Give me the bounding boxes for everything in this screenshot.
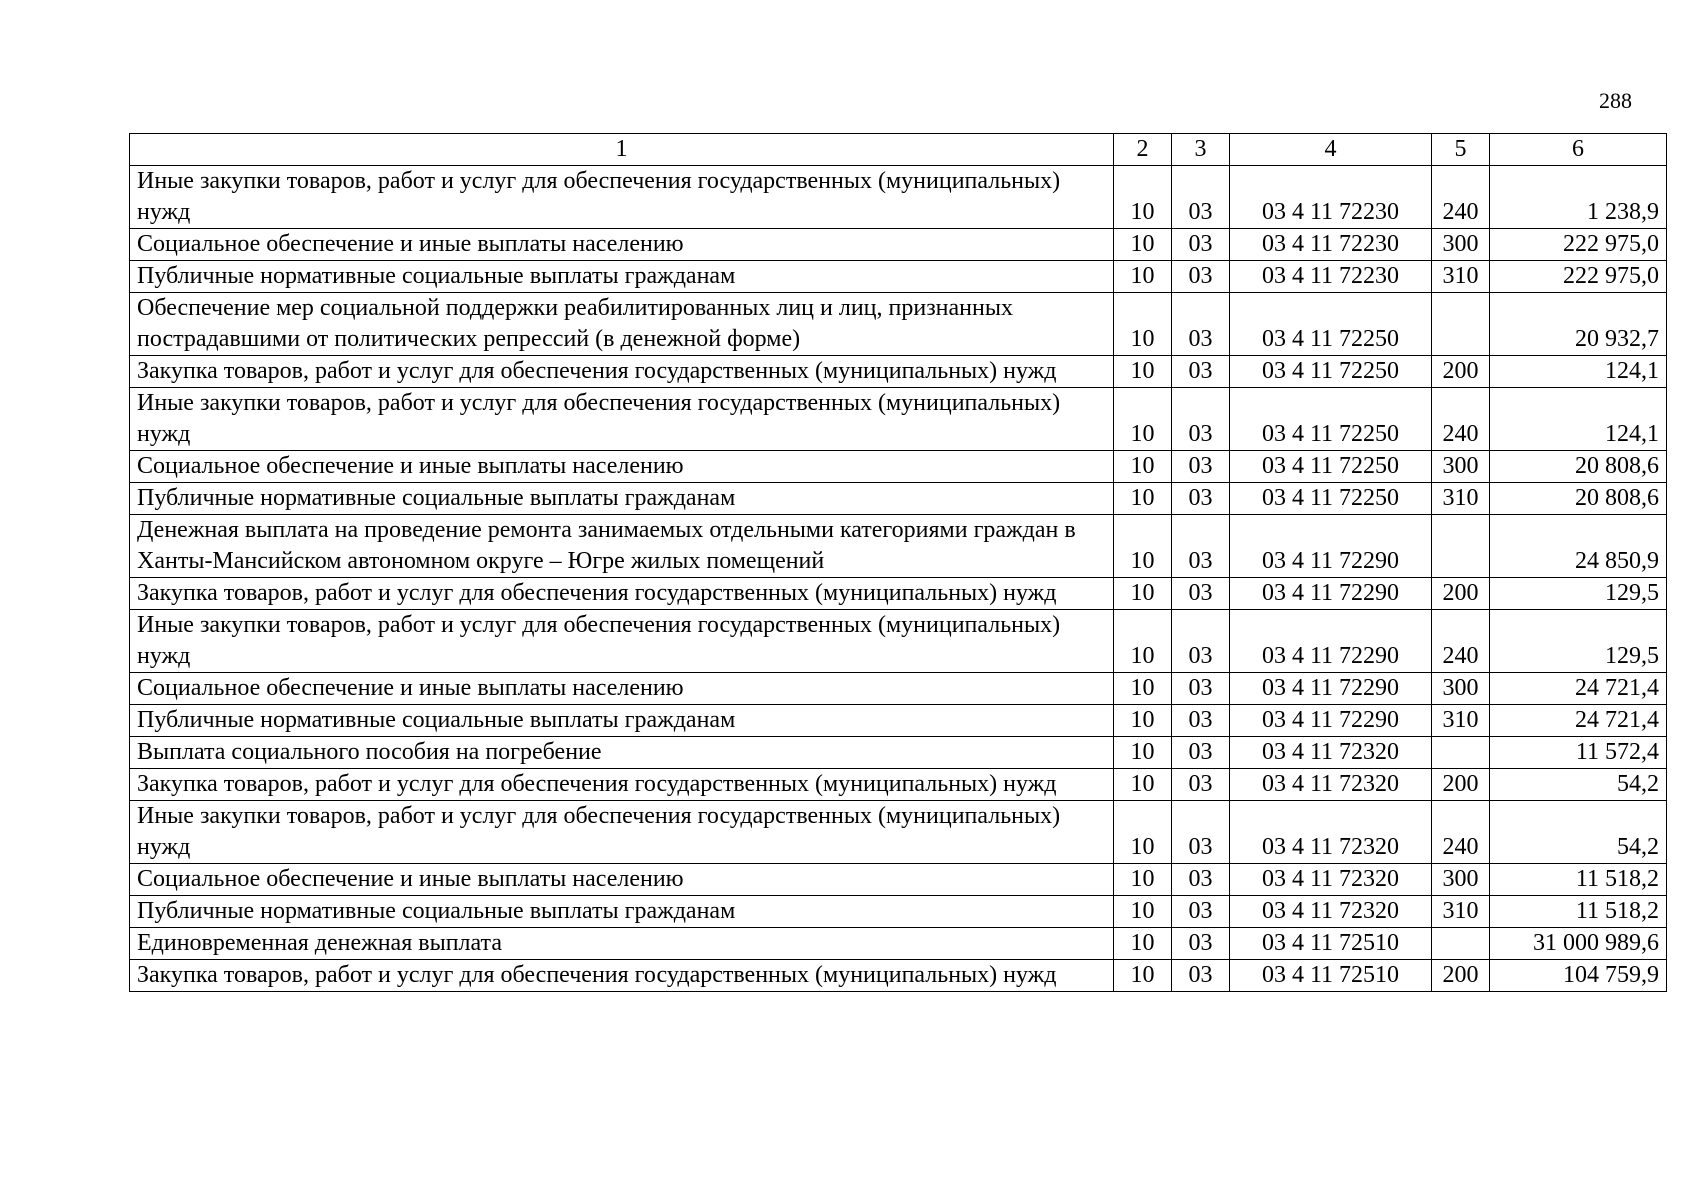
cell-expense-type: 310 [1432, 483, 1490, 515]
cell-sum: 129,5 [1490, 610, 1667, 673]
cell-subsection: 03 [1172, 896, 1230, 928]
cell-expense-type: 300 [1432, 864, 1490, 896]
header-col-3: 3 [1172, 134, 1230, 166]
cell-section: 10 [1114, 960, 1172, 992]
cell-name: Публичные нормативные социальные выплаты гражданам [130, 261, 1114, 293]
table-row [130, 356, 1667, 388]
header-col-5: 5 [1432, 134, 1490, 166]
cell-expense-type: 300 [1432, 673, 1490, 705]
cell-target-article: 03 4 11 72250 [1230, 293, 1432, 356]
cell-target-article: 03 4 11 72290 [1230, 705, 1432, 737]
cell-sum: 20 808,6 [1490, 483, 1667, 515]
cell-section: 10 [1114, 483, 1172, 515]
cell-target-article: 03 4 11 72290 [1230, 578, 1432, 610]
cell-section: 10 [1114, 928, 1172, 960]
cell-name: Закупка товаров, работ и услуг для обеспечения государственных (муниципальных) нужд [130, 960, 1114, 992]
cell-target-article: 03 4 11 72230 [1230, 229, 1432, 261]
cell-target-article: 03 4 11 72320 [1230, 769, 1432, 801]
cell-sum: 54,2 [1490, 769, 1667, 801]
cell-expense-type: 310 [1432, 705, 1490, 737]
cell-target-article: 03 4 11 72290 [1230, 610, 1432, 673]
page-number: 288 [1599, 88, 1632, 113]
table-body [130, 166, 1667, 992]
cell-target-article: 03 4 11 72320 [1230, 737, 1432, 769]
header-col-4: 4 [1230, 134, 1432, 166]
cell-name: Закупка товаров, работ и услуг для обеспечения государственных (муниципальных) нужд [130, 578, 1114, 610]
cell-sum: 54,2 [1490, 801, 1667, 864]
cell-name: Иные закупки товаров, работ и услуг для обеспечения государственных (муниципальных) нужд [130, 166, 1114, 229]
cell-name: Социальное обеспечение и иные выплаты населению [130, 451, 1114, 483]
header-col-6: 6 [1490, 134, 1667, 166]
cell-expense-type: 200 [1432, 960, 1490, 992]
cell-subsection: 03 [1172, 578, 1230, 610]
table-row [130, 610, 1667, 673]
table-row [130, 515, 1667, 578]
cell-section: 10 [1114, 801, 1172, 864]
cell-name: Выплата социального пособия на погребение [130, 737, 1114, 769]
cell-expense-type: 240 [1432, 610, 1490, 673]
cell-sum: 24 850,9 [1490, 515, 1667, 578]
cell-name: Социальное обеспечение и иные выплаты населению [130, 864, 1114, 896]
cell-subsection: 03 [1172, 483, 1230, 515]
cell-target-article: 03 4 11 72290 [1230, 515, 1432, 578]
table-row [130, 705, 1667, 737]
cell-name: Закупка товаров, работ и услуг для обеспечения государственных (муниципальных) нужд [130, 356, 1114, 388]
cell-expense-type [1432, 737, 1490, 769]
table-row [130, 261, 1667, 293]
cell-target-article: 03 4 11 72230 [1230, 166, 1432, 229]
cell-section: 10 [1114, 864, 1172, 896]
cell-target-article: 03 4 11 72320 [1230, 801, 1432, 864]
table-row [130, 293, 1667, 356]
cell-name: Публичные нормативные социальные выплаты гражданам [130, 896, 1114, 928]
cell-name: Иные закупки товаров, работ и услуг для обеспечения государственных (муниципальных) нужд [130, 610, 1114, 673]
cell-target-article: 03 4 11 72250 [1230, 451, 1432, 483]
cell-target-article: 03 4 11 72250 [1230, 483, 1432, 515]
cell-section: 10 [1114, 451, 1172, 483]
table-row [130, 737, 1667, 769]
cell-subsection: 03 [1172, 166, 1230, 229]
cell-section: 10 [1114, 356, 1172, 388]
cell-subsection: 03 [1172, 451, 1230, 483]
cell-sum: 124,1 [1490, 388, 1667, 451]
cell-subsection: 03 [1172, 705, 1230, 737]
cell-subsection: 03 [1172, 673, 1230, 705]
cell-name: Социальное обеспечение и иные выплаты населению [130, 673, 1114, 705]
cell-sum: 11 518,2 [1490, 864, 1667, 896]
cell-subsection: 03 [1172, 261, 1230, 293]
cell-section: 10 [1114, 261, 1172, 293]
cell-section: 10 [1114, 673, 1172, 705]
cell-section: 10 [1114, 293, 1172, 356]
table-row [130, 166, 1667, 229]
cell-sum: 222 975,0 [1490, 261, 1667, 293]
table-row [130, 578, 1667, 610]
cell-subsection: 03 [1172, 769, 1230, 801]
cell-sum: 20 932,7 [1490, 293, 1667, 356]
cell-section: 10 [1114, 896, 1172, 928]
cell-sum: 24 721,4 [1490, 705, 1667, 737]
cell-sum: 11 572,4 [1490, 737, 1667, 769]
table-row [130, 229, 1667, 261]
cell-sum: 222 975,0 [1490, 229, 1667, 261]
cell-subsection: 03 [1172, 801, 1230, 864]
table-row [130, 451, 1667, 483]
cell-section: 10 [1114, 388, 1172, 451]
cell-name: Иные закупки товаров, работ и услуг для обеспечения государственных (муниципальных) нужд [130, 801, 1114, 864]
cell-target-article: 03 4 11 72290 [1230, 673, 1432, 705]
cell-subsection: 03 [1172, 928, 1230, 960]
cell-target-article: 03 4 11 72320 [1230, 864, 1432, 896]
cell-section: 10 [1114, 229, 1172, 261]
cell-section: 10 [1114, 705, 1172, 737]
table-header [130, 134, 1667, 166]
cell-subsection: 03 [1172, 515, 1230, 578]
cell-name: Единовременная денежная выплата [130, 928, 1114, 960]
cell-sum: 11 518,2 [1490, 896, 1667, 928]
cell-name: Денежная выплата на проведение ремонта занимаемых отдельными категориями граждан в Ханты-Мансийском автономном округе – Югре жилых помещений [130, 515, 1114, 578]
cell-name: Публичные нормативные социальные выплаты гражданам [130, 483, 1114, 515]
cell-name: Закупка товаров, работ и услуг для обеспечения государственных (муниципальных) нужд [130, 769, 1114, 801]
table-row [130, 960, 1667, 992]
cell-expense-type: 310 [1432, 896, 1490, 928]
table-row [130, 483, 1667, 515]
cell-expense-type [1432, 928, 1490, 960]
cell-name: Иные закупки товаров, работ и услуг для обеспечения государственных (муниципальных) нужд [130, 388, 1114, 451]
header-row [130, 134, 1667, 166]
cell-expense-type: 200 [1432, 578, 1490, 610]
cell-name: Публичные нормативные социальные выплаты гражданам [130, 705, 1114, 737]
cell-section: 10 [1114, 515, 1172, 578]
cell-section: 10 [1114, 578, 1172, 610]
cell-subsection: 03 [1172, 960, 1230, 992]
cell-sum: 20 808,6 [1490, 451, 1667, 483]
cell-sum: 24 721,4 [1490, 673, 1667, 705]
cell-subsection: 03 [1172, 293, 1230, 356]
cell-section: 10 [1114, 166, 1172, 229]
budget-table [129, 133, 1667, 992]
cell-subsection: 03 [1172, 356, 1230, 388]
cell-expense-type [1432, 515, 1490, 578]
cell-name: Социальное обеспечение и иные выплаты населению [130, 229, 1114, 261]
table-row [130, 769, 1667, 801]
cell-subsection: 03 [1172, 388, 1230, 451]
table-row [130, 928, 1667, 960]
cell-target-article: 03 4 11 72250 [1230, 356, 1432, 388]
cell-section: 10 [1114, 769, 1172, 801]
cell-section: 10 [1114, 737, 1172, 769]
cell-expense-type: 300 [1432, 229, 1490, 261]
cell-target-article: 03 4 11 72230 [1230, 261, 1432, 293]
table-row [130, 896, 1667, 928]
cell-expense-type: 310 [1432, 261, 1490, 293]
cell-target-article: 03 4 11 72510 [1230, 960, 1432, 992]
cell-expense-type: 200 [1432, 769, 1490, 801]
cell-target-article: 03 4 11 72510 [1230, 928, 1432, 960]
table-row [130, 673, 1667, 705]
cell-target-article: 03 4 11 72250 [1230, 388, 1432, 451]
cell-expense-type: 240 [1432, 388, 1490, 451]
cell-expense-type [1432, 293, 1490, 356]
cell-sum: 129,5 [1490, 578, 1667, 610]
header-col-1: 1 [130, 134, 1114, 166]
header-col-2: 2 [1114, 134, 1172, 166]
cell-section: 10 [1114, 610, 1172, 673]
cell-name: Обеспечение мер социальной поддержки реабилитированных лиц и лиц, признанных пострадавшими от политических репрессий (в денежной форме) [130, 293, 1114, 356]
cell-expense-type: 240 [1432, 801, 1490, 864]
table-row [130, 801, 1667, 864]
cell-subsection: 03 [1172, 610, 1230, 673]
cell-expense-type: 300 [1432, 451, 1490, 483]
cell-subsection: 03 [1172, 737, 1230, 769]
cell-subsection: 03 [1172, 229, 1230, 261]
cell-target-article: 03 4 11 72320 [1230, 896, 1432, 928]
cell-sum: 124,1 [1490, 356, 1667, 388]
cell-sum: 104 759,9 [1490, 960, 1667, 992]
table-row [130, 864, 1667, 896]
cell-sum: 31 000 989,6 [1490, 928, 1667, 960]
cell-subsection: 03 [1172, 864, 1230, 896]
cell-expense-type: 240 [1432, 166, 1490, 229]
cell-expense-type: 200 [1432, 356, 1490, 388]
cell-sum: 1 238,9 [1490, 166, 1667, 229]
table-row [130, 388, 1667, 451]
